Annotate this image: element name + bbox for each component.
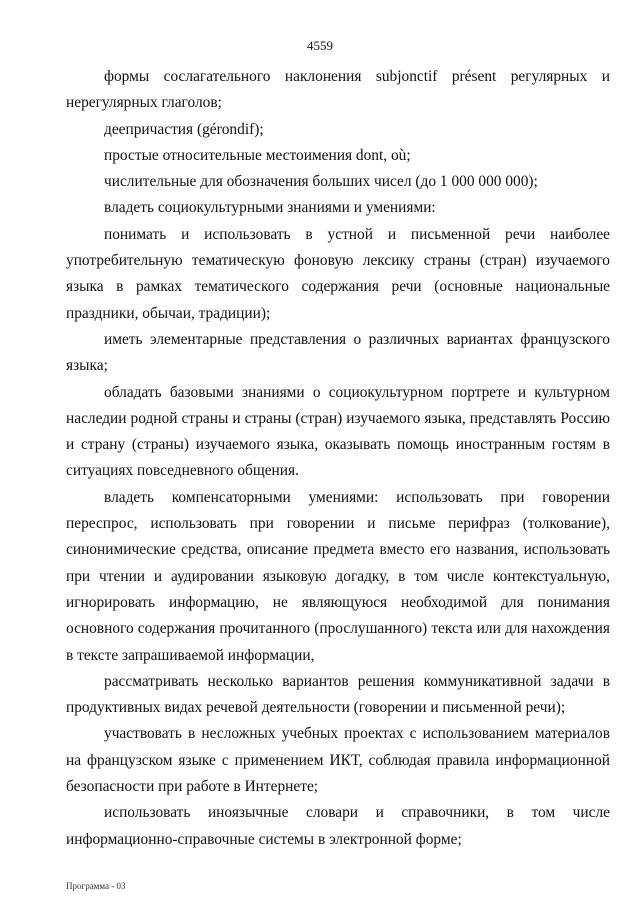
paragraph-sociocultural-heading: владеть социокультурными знаниями и умениями: [104, 199, 436, 217]
paragraph-numerals: числительные для обозначения больших чисел (до 1 000 000 000); [104, 173, 538, 191]
paragraph-solutions: рассматривать несколько вариантов решения коммуникативной задачи в продуктивных видах речевой деятельности (говорении и письменной речи); [66, 672, 610, 717]
paragraph-variants: иметь элементарные представления о различных вариантах французского языка; [66, 330, 610, 375]
footer-label: Программа - 03 [66, 881, 126, 891]
paragraph-vocabulary: понимать и использовать в устной и письменной речи наиболее употребительную тематическую фоновую лексику страны (стран) изучаемого языка в рамках тематического содержания речи (основные национальные праздники, обычаи, традиции); [66, 225, 610, 322]
paragraph-dictionaries: использовать иноязычные словари и справочники, в том числе информационно-справочные системы в электронной форме; [66, 804, 610, 848]
paragraph-pronouns: простые относительные местоимения dont, où; [104, 146, 411, 164]
body-text [66, 64, 610, 853]
paragraph-subjonctif: формы сослагательного наклонения subjonctif présent регулярных и нерегулярных глаголов; [66, 68, 610, 112]
page-number: 4559 [307, 38, 333, 53]
paragraph-gerondif: деепричастия (gérondif); [104, 120, 264, 138]
paragraph-compensatory: владеть компенсаторными умениями: использовать при говорении переспрос, использовать при говорении и письме перифраз (толкование), синонимические средства, описание предмета вместо его названия, использовать при чтении и аудировании языковую догадку, в том числе контекстуальную, игнорировать информацию, не являющуюся необходимой для понимания основного содержания прочитанного (прослушанного) текста или для нахождения в тексте запрашиваемой информации, [66, 488, 610, 664]
paragraph-cultural-heritage: обладать базовыми знаниями о социокультурном портрете и культурном наследии родной страны и страны (стран) изучаемого языка, представлять Россию и страну (страны) изучаемого языка, оказывать помощь иностранным гостям в ситуациях повседневного общения. [66, 383, 610, 480]
paragraph-projects: участвовать в несложных учебных проектах с использованием материалов на французском языке с применением ИКТ, соблюдая правила информационной безопасности при работе в Интернете; [66, 725, 610, 796]
